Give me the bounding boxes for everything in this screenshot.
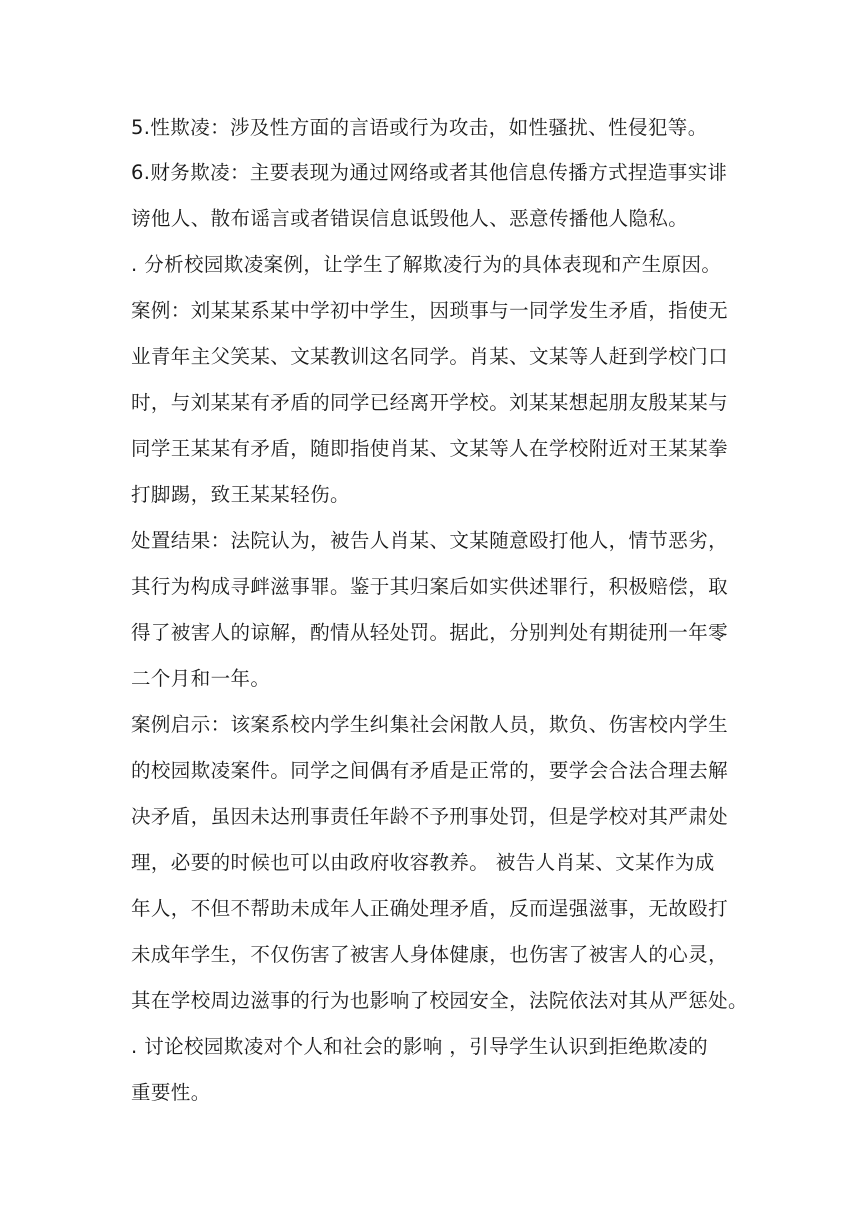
text-line: 的校园欺凌案件。同学之间偶有矛盾是正常的，要学会合法合理去解 (131, 759, 729, 782)
text-line: 重要性。 (131, 1081, 211, 1104)
text-line-case-insight: 案例启示：该案系校内学生纠集社会闲散人员，欺负、伤害校内学生 (131, 713, 729, 736)
text-line: 未成年学生，不仅伤害了被害人身体健康，也伤害了被害人的心灵， (131, 943, 729, 966)
text-line-disposal-result: 处置结果：法院认为，被告人肖某、文某随意殴打他人，情节恶劣， (131, 529, 729, 552)
text-line: 谤他人、散布谣言或者错误信息诋毁他人、恶意传播他人隐私。 (131, 207, 689, 230)
text-line-sexual-bullying: 5.性欺凌：涉及性方面的言语或行为攻击，如性骚扰、性侵犯等。 (131, 116, 708, 139)
text-line: 二个月和一年。 (131, 667, 271, 690)
text-line-case: 案例：刘某某系某中学初中学生，因琐事与一同学发生矛盾，指使无 (131, 299, 729, 322)
text-line-analyze-cases: . 分析校园欺凌案例，让学生了解欺凌行为的具体表现和产生原因。 (131, 253, 722, 276)
text-line: 打脚踢，致王某某轻伤。 (131, 483, 350, 506)
text-line: 年人，不但不帮助未成年人正确处理矛盾，反而逞强滋事，无故殴打 (131, 897, 729, 920)
text-line: 业青年主父笑某、文某教训这名同学。肖某、文某等人赶到学校门口 (131, 345, 729, 368)
text-line: 其在学校周边滋事的行为也影响了校园安全，法院依法对其从严惩处。 (131, 989, 748, 1012)
text-line-discussion: . 讨论校园欺凌对个人和社会的影响 ，引导学生认识到拒绝欺凌的 (131, 1035, 708, 1058)
text-line: 其行为构成寻衅滋事罪。鉴于其归案后如实供述罪行，积极赔偿，取 (131, 575, 729, 598)
text-line: 理，必要的时候也可以由政府收容教养。 被告人肖某、文某作为成 (131, 851, 715, 874)
text-line: 时，与刘某某有矛盾的同学已经离开学校。刘某某想起朋友殷某某与 (131, 391, 729, 414)
text-line: 同学王某某有矛盾，随即指使肖某、文某等人在学校附近对王某某拳 (131, 437, 729, 460)
text-line-financial-bullying: 6.财务欺凌：主要表现为通过网络或者其他信息传播方式捏造事实诽 (131, 161, 728, 184)
text-line: 得了被害人的谅解，酌情从轻处罚。据此，分别判处有期徒刑一年零 (131, 621, 729, 644)
text-line: 决矛盾，虽因未达刑事责任年龄不予刑事处罚，但是学校对其严肃处 (131, 805, 729, 828)
